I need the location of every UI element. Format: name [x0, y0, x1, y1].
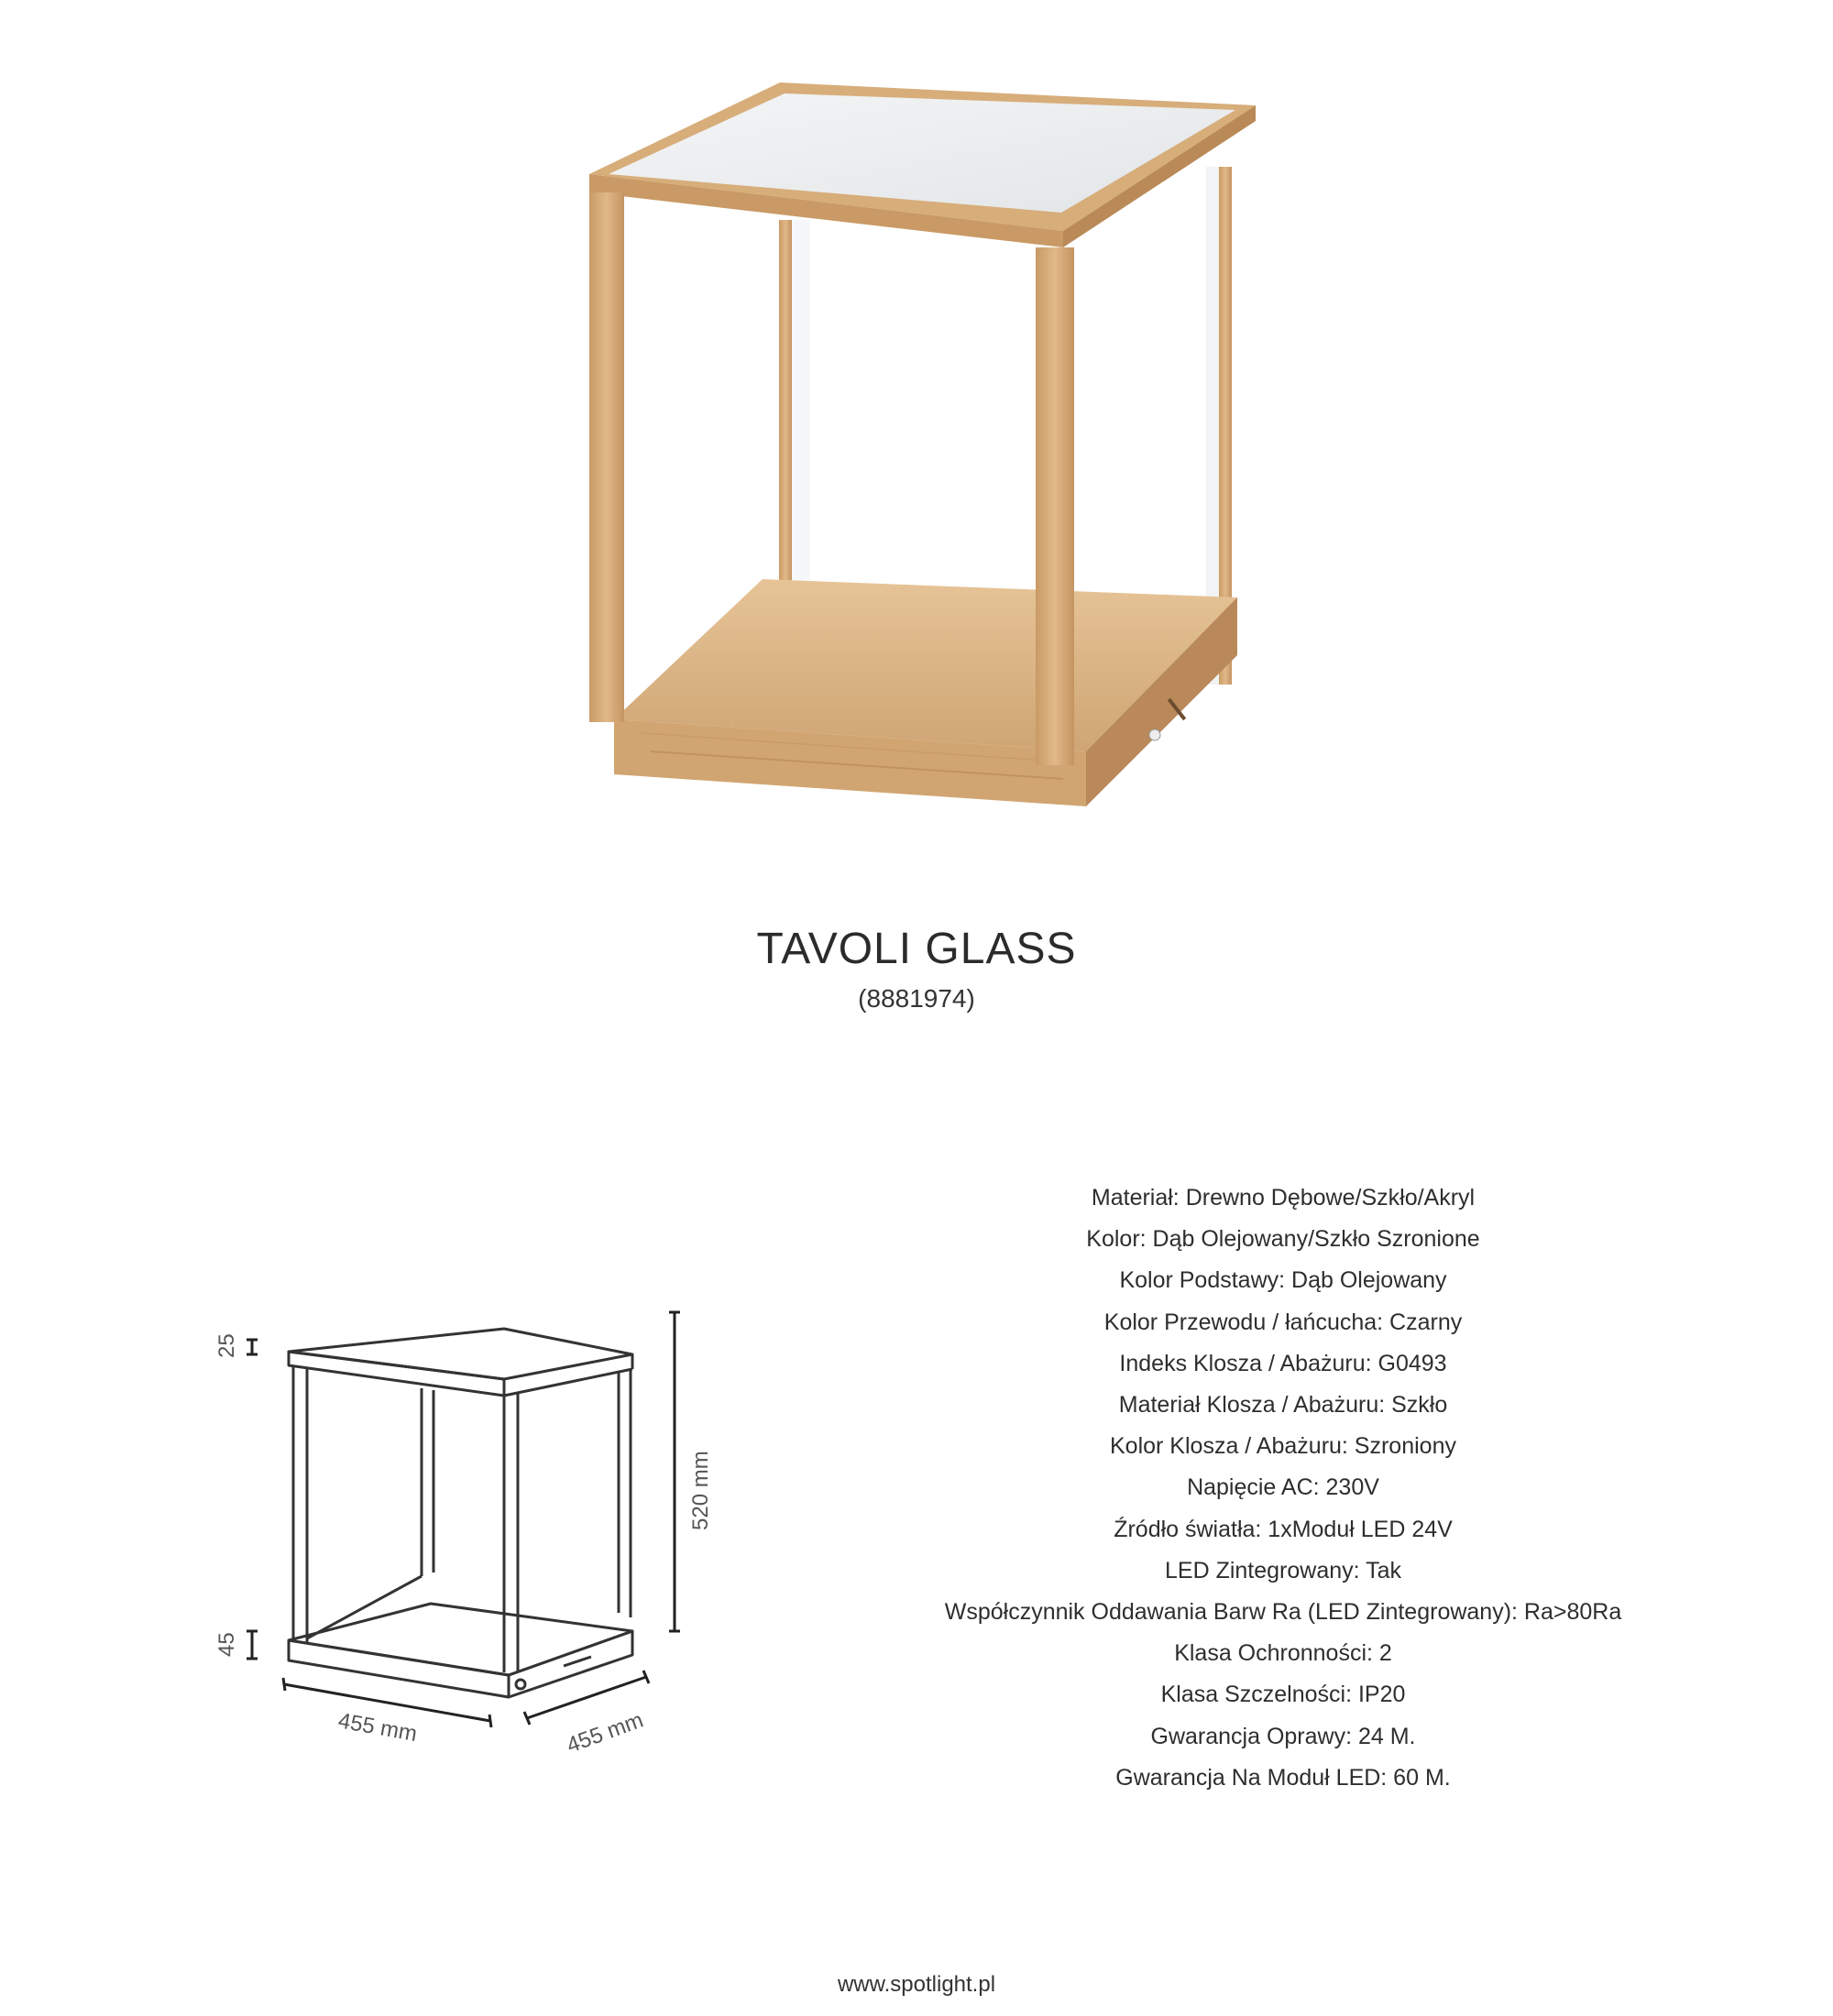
spec-light-source: Źródło światła: 1xModuł LED 24V — [1114, 1516, 1453, 1542]
spec-led-integrated: LED Zintegrowany: Tak — [1165, 1557, 1401, 1583]
switch-button — [1149, 729, 1160, 740]
spec-shade-color: Kolor Klosza / Abażuru: Szroniony — [1110, 1433, 1456, 1460]
spec-ip-rating: Klasa Szczelności: IP20 — [1160, 1682, 1406, 1708]
dim-width: 455 mm — [335, 1708, 420, 1747]
spec-shade-material: Materiał Klosza / Abażuru: Szkło — [1118, 1392, 1448, 1419]
spec-fixture-warranty: Gwarancja Oprawy: 24 M. — [1150, 1723, 1416, 1749]
spec-voltage: Napięcie AC: 230V — [1187, 1474, 1379, 1501]
website-link[interactable]: www.spotlight.pl — [837, 1972, 996, 1997]
spec-cri: Współczynnik Oddawania Barw Ra (LED Zintegrowany): Ra>80Ra — [944, 1599, 1622, 1626]
back-left-light — [792, 220, 810, 586]
spec-cable-color: Kolor Przewodu / łańcucha: Czarny — [1103, 1309, 1463, 1335]
dim-depth: 455 mm — [563, 1707, 647, 1759]
spec-shade-index: Indeks Klosza / Abażuru: G0493 — [1119, 1350, 1447, 1376]
back-left-post — [779, 220, 792, 586]
dim-height: 520 mm — [688, 1451, 713, 1530]
front-left-post — [589, 192, 624, 722]
dimension-drawing — [202, 1301, 715, 1759]
front-right-post — [1036, 247, 1074, 765]
spec-list — [852, 1178, 1714, 1799]
spec-led-warranty: Gwarancja Na Moduł LED: 60 M. — [1115, 1764, 1451, 1791]
spec-material: Materiał: Drewno Dębowe/Szkło/Akryl — [1091, 1185, 1476, 1211]
product-photo — [513, 55, 1320, 880]
spec-base-color: Kolor Podstawy: Dąb Olejowany — [1119, 1267, 1447, 1294]
dim-base-thickness: 45 — [214, 1632, 239, 1657]
spec-protection-class: Klasa Ochronności: 2 — [1174, 1640, 1392, 1667]
product-code: (8881974) — [858, 984, 975, 1013]
product-name: TAVOLI GLASS — [756, 925, 1077, 973]
spec-color: Kolor: Dąb Olejowany/Szkło Szronione — [1086, 1226, 1480, 1253]
dim-top-thickness: 25 — [214, 1333, 239, 1358]
